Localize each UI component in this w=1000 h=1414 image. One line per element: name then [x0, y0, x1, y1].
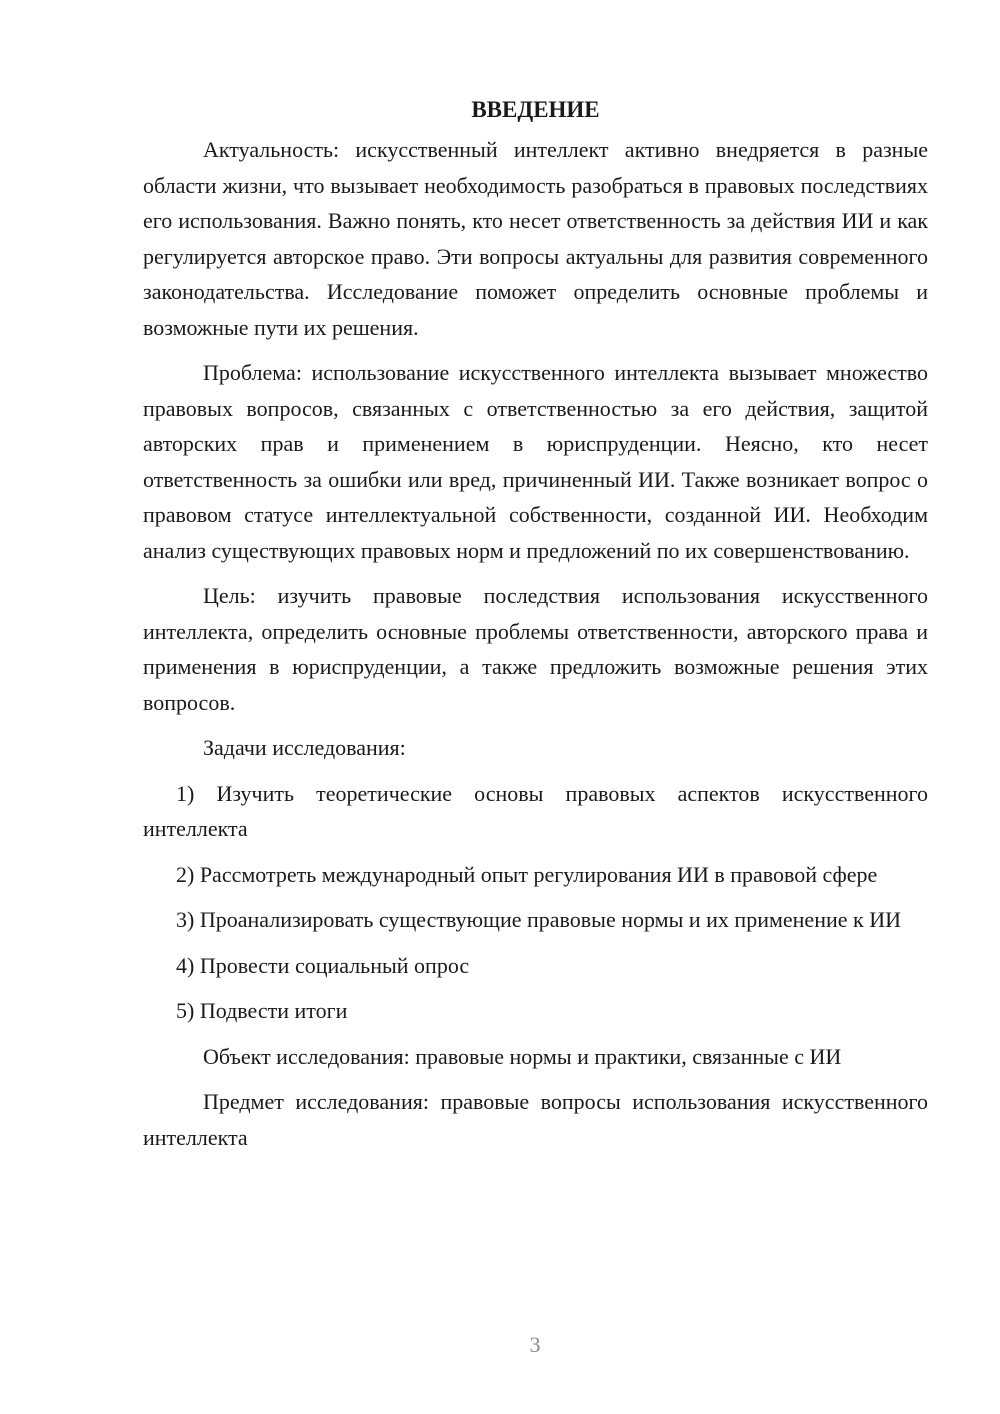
section-heading: ВВЕДЕНИЕ	[471, 97, 600, 122]
tasks-intro: Задачи исследования:	[203, 735, 406, 760]
task-item: 5) Подвести итоги	[176, 998, 348, 1023]
goal-paragraph: Цель: изучить правовые последствия использования искусственного интеллекта, определить основные проблемы ответственности, авторского права и применения в юриспруденции, а также предложить возможные решения этих вопросов.	[143, 583, 928, 715]
page-number: 3	[529, 1332, 541, 1357]
task-item: 2) Рассмотреть международный опыт регулирования ИИ в правовой сфере	[176, 861, 878, 887]
research-object: Объект исследования: правовые нормы и практики, связанные с ИИ	[203, 1043, 842, 1069]
problem-paragraph: Проблема: использование искусственного интеллекта вызывает множество правовых вопросов, связанных с ответственностью за его действия, защитой авторских прав и применением в юриспруденции. Неясно, кто несет ответственность за ошибки или вред, причиненный ИИ. Также возникает вопрос о правовом статусе интеллектуальной собственности, созданной ИИ. Необходим анализ существующих правовых норм и предложений по их совершенствованию.	[143, 360, 928, 563]
task-item: 4) Провести социальный опрос	[176, 952, 470, 978]
research-subject: Предмет исследования: правовые вопросы использования искусственного интеллекта	[143, 1089, 928, 1150]
relevance-paragraph: Актуальность: искусственный интеллект активно внедряется в разные области жизни, что вызывает необходимость разобраться в правовых последствиях его использования. Важно понять, кто несет ответственность за действия ИИ и как регулируется авторское право. Эти вопросы актуальны для развития современного законодательства. Исследование поможет определить основные проблемы и возможные пути их решения.	[143, 137, 928, 340]
task-item: 1) Изучить теоретические основы правовых аспектов искусственного интеллекта	[143, 780, 928, 841]
task-item: 3) Проанализировать существующие правовые нормы и их применение к ИИ	[176, 907, 901, 932]
document-page	[143, 92, 928, 1165]
